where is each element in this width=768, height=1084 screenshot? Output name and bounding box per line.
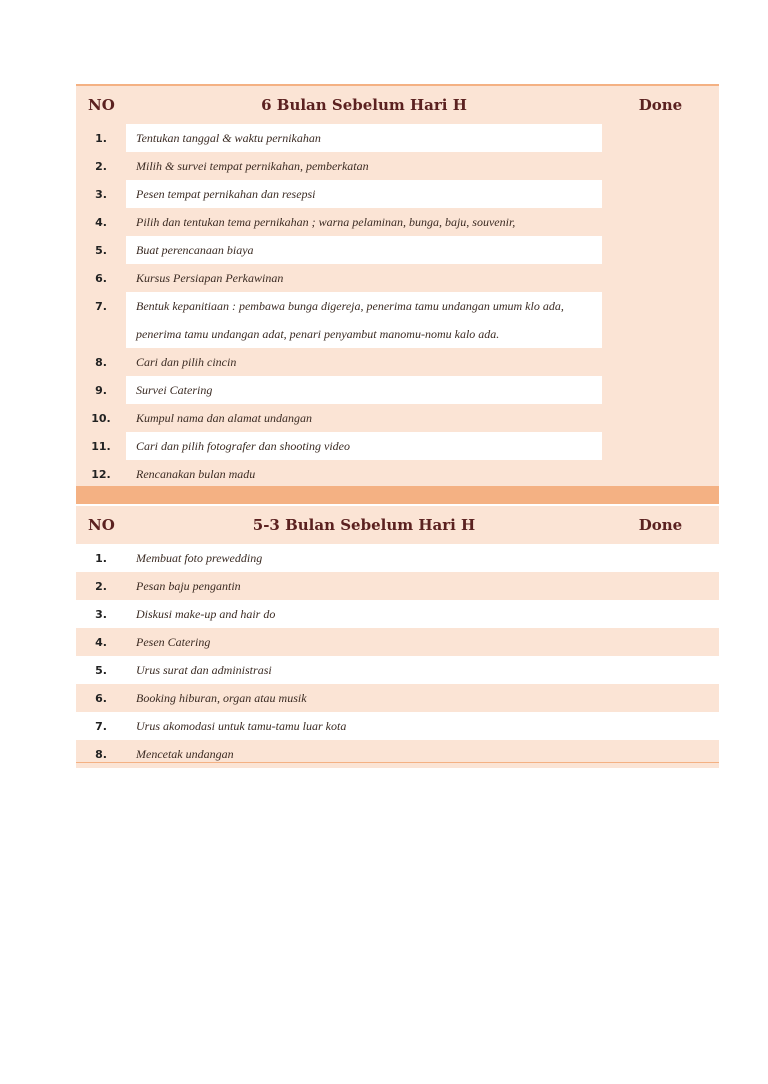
row-task: Kursus Persiapan Perkawinan <box>126 264 602 292</box>
table-row <box>76 404 719 432</box>
table-row <box>76 264 719 292</box>
table-row <box>76 460 719 488</box>
row-done-cell[interactable] <box>602 628 719 656</box>
checklist-table-5-3-months <box>76 506 719 768</box>
checklist-table-6-months <box>76 86 719 488</box>
row-number: 12. <box>76 460 126 488</box>
table-row <box>76 684 719 712</box>
row-task: Pesen tempat pernikahan dan resepsi <box>126 180 602 208</box>
table-row <box>76 712 719 740</box>
table-row <box>76 600 719 628</box>
row-done-cell[interactable] <box>602 124 719 152</box>
header-no: NO <box>76 506 126 544</box>
table-row <box>76 376 719 404</box>
row-done-cell[interactable] <box>602 684 719 712</box>
row-number: 1. <box>76 544 126 572</box>
row-done-cell[interactable] <box>602 460 719 488</box>
row-task: Tentukan tanggal & waktu pernikahan <box>126 124 602 152</box>
row-task: Urus akomodasi untuk tamu-tamu luar kota <box>126 712 602 740</box>
row-task: Cari dan pilih fotografer dan shooting video <box>126 432 602 460</box>
table-row <box>76 740 719 768</box>
row-number: 3. <box>76 180 126 208</box>
header-title: 5-3 Bulan Sebelum Hari H <box>126 506 602 544</box>
table-row <box>76 432 719 460</box>
row-number: 8. <box>76 740 126 768</box>
row-task: Pesan baju pengantin <box>126 572 602 600</box>
row-number: 6. <box>76 264 126 292</box>
table-row <box>76 292 719 348</box>
table-row <box>76 348 719 376</box>
row-done-cell[interactable] <box>602 600 719 628</box>
row-done-cell[interactable] <box>602 712 719 740</box>
header-no: NO <box>76 86 126 124</box>
section-separator <box>76 486 719 504</box>
row-task: Pilih dan tentukan tema pernikahan ; warna pelaminan, bunga, baju, souvenir, <box>126 208 602 236</box>
header-done: Done <box>602 506 719 544</box>
table-row <box>76 152 719 180</box>
row-done-cell[interactable] <box>602 404 719 432</box>
row-done-cell[interactable] <box>602 432 719 460</box>
row-done-cell[interactable] <box>602 264 719 292</box>
row-done-cell[interactable] <box>602 656 719 684</box>
table-bottom-border <box>76 762 719 763</box>
row-task: Membuat foto prewedding <box>126 544 602 572</box>
row-task: Buat perencanaan biaya <box>126 236 602 264</box>
row-done-cell[interactable] <box>602 208 719 236</box>
table-header <box>76 506 719 544</box>
table-row <box>76 180 719 208</box>
row-done-cell[interactable] <box>602 292 719 348</box>
row-done-cell[interactable] <box>602 572 719 600</box>
row-number: 2. <box>76 572 126 600</box>
row-task: Cari dan pilih cincin <box>126 348 602 376</box>
row-task: Diskusi make-up and hair do <box>126 600 602 628</box>
row-done-cell[interactable] <box>602 740 719 768</box>
row-number: 4. <box>76 628 126 656</box>
row-number: 7. <box>76 712 126 740</box>
row-done-cell[interactable] <box>602 152 719 180</box>
row-number: 9. <box>76 376 126 404</box>
row-task: Rencanakan bulan madu <box>126 460 602 488</box>
row-number: 4. <box>76 208 126 236</box>
row-number: 2. <box>76 152 126 180</box>
row-number: 5. <box>76 656 126 684</box>
row-task: Urus surat dan administrasi <box>126 656 602 684</box>
row-number: 10. <box>76 404 126 432</box>
table-row <box>76 236 719 264</box>
row-task: Booking hiburan, organ atau musik <box>126 684 602 712</box>
row-number: 7. <box>76 292 126 348</box>
header-done: Done <box>602 86 719 124</box>
table-row <box>76 572 719 600</box>
table-header <box>76 86 719 124</box>
row-number: 11. <box>76 432 126 460</box>
row-done-cell[interactable] <box>602 236 719 264</box>
row-task: Pesen Catering <box>126 628 602 656</box>
row-task: Kumpul nama dan alamat undangan <box>126 404 602 432</box>
row-done-cell[interactable] <box>602 180 719 208</box>
row-task: Mencetak undangan <box>126 740 602 768</box>
table-row <box>76 656 719 684</box>
row-number: 3. <box>76 600 126 628</box>
header-title: 6 Bulan Sebelum Hari H <box>126 86 602 124</box>
row-number: 8. <box>76 348 126 376</box>
table-row <box>76 124 719 152</box>
row-task: Bentuk kepanitiaan : pembawa bunga digereja, penerima tamu undangan umum klo ada, penerima tamu undangan adat, penari penyambut manomu-nomu kalo ada. <box>126 292 602 348</box>
row-done-cell[interactable] <box>602 376 719 404</box>
row-task: Survei Catering <box>126 376 602 404</box>
table-row <box>76 628 719 656</box>
row-number: 5. <box>76 236 126 264</box>
table-row <box>76 208 719 236</box>
row-task: Milih & survei tempat pernikahan, pemberkatan <box>126 152 602 180</box>
row-number: 1. <box>76 124 126 152</box>
table-row <box>76 544 719 572</box>
row-done-cell[interactable] <box>602 544 719 572</box>
row-number: 6. <box>76 684 126 712</box>
row-done-cell[interactable] <box>602 348 719 376</box>
